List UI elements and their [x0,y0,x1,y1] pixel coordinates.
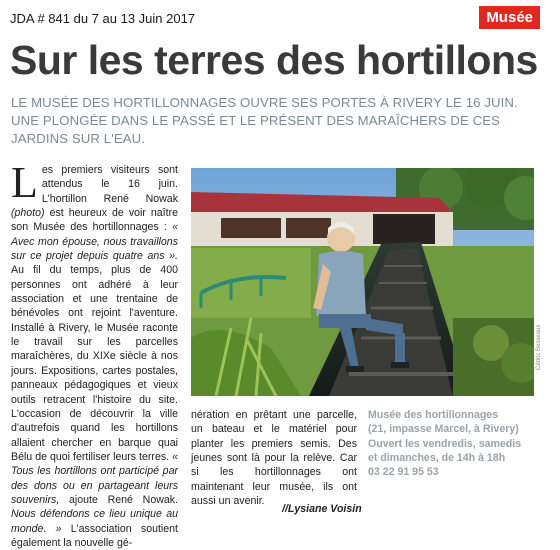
info-hours-2: et dimanches, de 14h à 18h [368,451,506,464]
info-hours: Ouvert les vendredis, samedis [368,437,522,450]
body-text: Au fil du temps, plus de 400 personnes ont adhéré à leur association et une trentaine de bénévoles ont rejoint l'aventure. Installé à Rivery, le Musée raconte le travail sur les parcelles maraîchères, du XIXe siècle à nos jours. Expositions, cartes postales, panneaux pédagogiques et vieux outils retracent l'histoire du site. L'occasion de découvrir la ville d'autrefois quand les hortillons allaient chercher en barque quai Bélu de quoi fertiliser leurs terres. [11,264,178,463]
lede: LE MUSÉE DES HORTILLONNAGES OUVRE SES PORTES À RIVERY LE 16 JUIN. UNE PLONGÉE DANS LE PASSÉ ET LE PRÉSENT DES MARAÎCHERS DE CES JARDINS SUR L'EAU. [11,95,518,146]
body-column-1 [11,158,178,550]
body-text: est heureux de voir naître son Musée des hortillonnages : [11,207,178,234]
article-photo [191,168,534,396]
info-title: Musée des hortillonnages [368,409,499,421]
body-column-2 [191,408,357,508]
quote: « Avec mon épouse, nous travaillons sur ce projet depuis quatre ans ». [11,221,178,263]
quote: « Tous les hortillons ont participé par des dons ou en partageant leurs souvenirs, [11,450,178,506]
photo-reference: (photo) [11,207,45,220]
body-text: es premiers visiteurs sont attendus le 16 juin. L'hortillon René Nowak [41,164,178,205]
body-text: L'association soutient également la nouvelle gé- [11,522,178,549]
section-tag: Musée [479,6,540,29]
info-phone: 03 22 91 95 53 [368,466,439,479]
body-text: nération en prêtant une parcelle, un bateau et le matériel pour planter les premiers semis. Des jeunes sont là pour la relève. Car si les hortillonnages ont maintenant leur musée, ils ont aussi un avenir. [191,409,357,508]
headline: Sur les terres des hortillons [10,37,538,83]
photo-credit: Cédric Besseaux [536,324,542,370]
info-box [368,408,538,479]
issue-bar [10,6,540,30]
author-signature: //Lysiane Voisin [282,503,362,515]
info-address: (21, impasse Marcel, à Rivery) [368,423,519,436]
issue-info: JDA # 841 du 7 au 13 Juin 2017 [10,11,196,26]
photo-illustration [191,168,534,396]
quote: Nous défendons ce lieu unique au monde. » [11,508,178,535]
body-text: ajoute René Nowak. [69,493,178,506]
drop-cap: L [11,158,38,207]
